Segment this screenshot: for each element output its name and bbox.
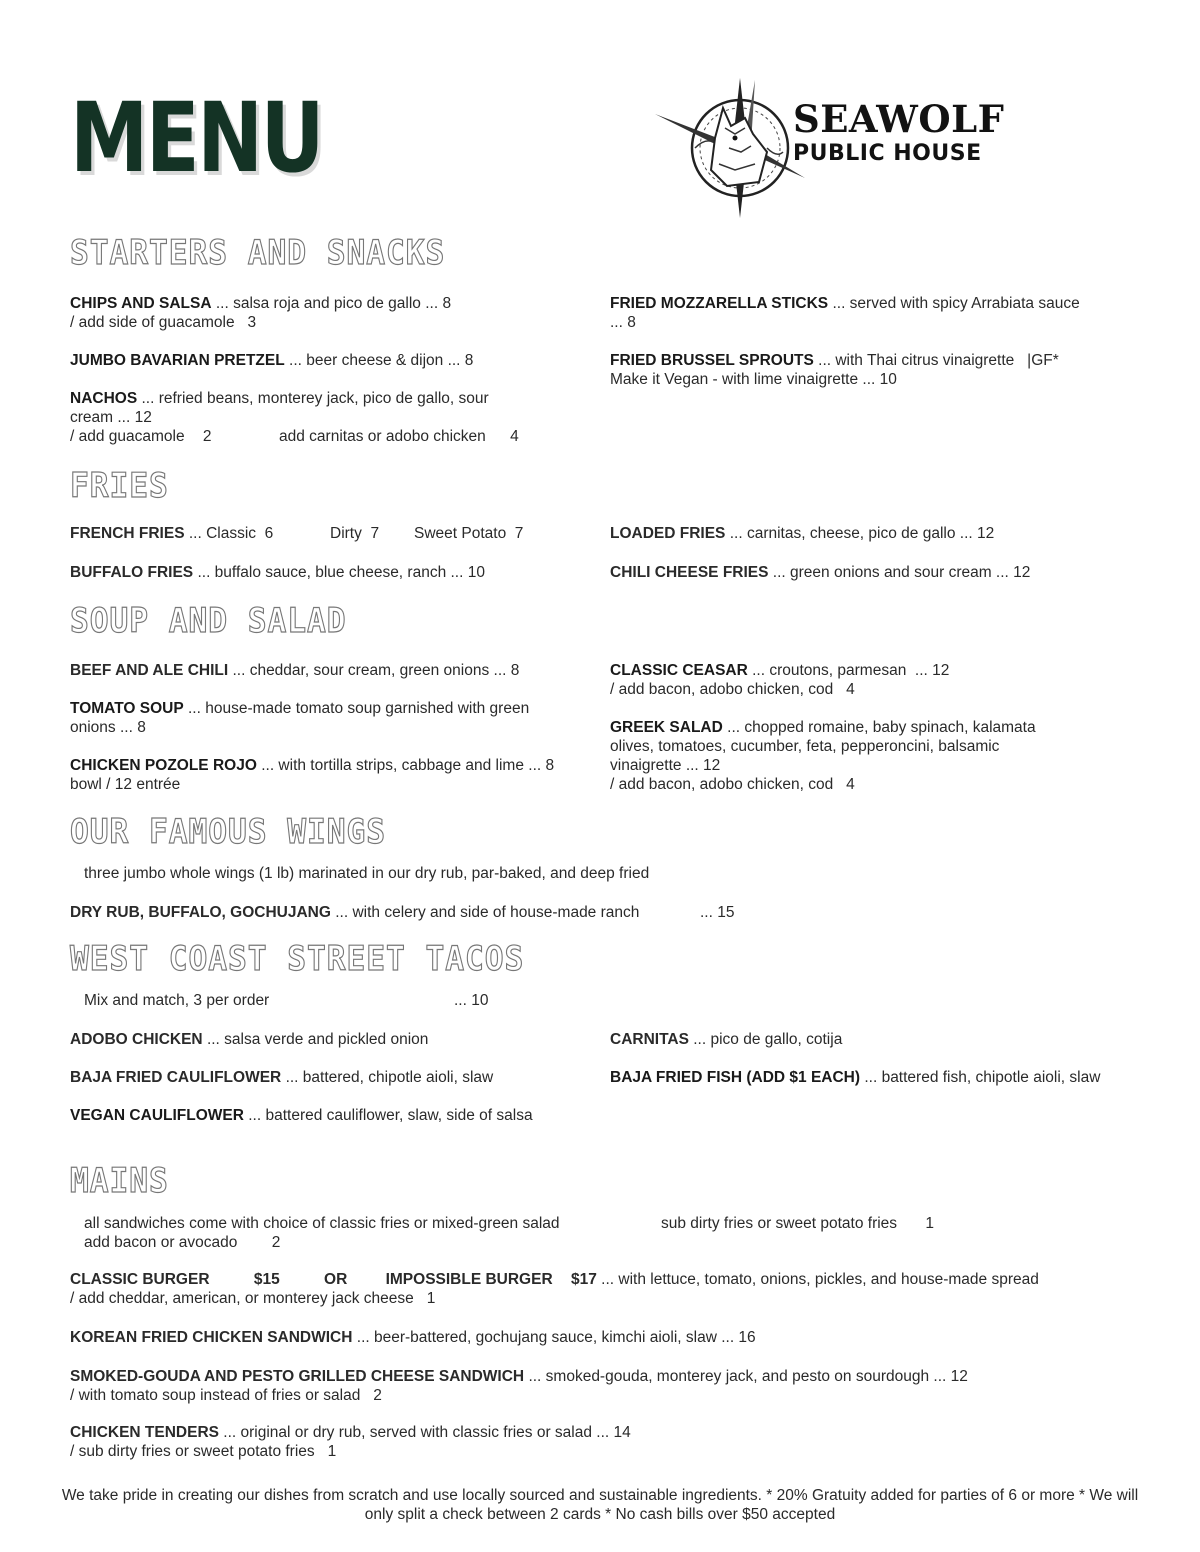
mains-note-sides: all sandwiches come with choice of classic fries or mixed-green salad xyxy=(84,1215,560,1232)
item-addon: / with tomato soup instead of fries or salad 2 xyxy=(70,1387,382,1404)
item-name: SMOKED-GOUDA AND PESTO GRILLED CHEESE SANDWICH xyxy=(70,1368,525,1385)
item-name: BAJA FRIED CAULIFLOWER xyxy=(70,1069,282,1086)
item-desc: ... buffalo sauce, blue cheese, ranch ... 10 xyxy=(197,564,485,581)
addon-label: / add guacamole xyxy=(70,428,185,445)
menu-item-grilled-cheese-sandwich xyxy=(70,1367,968,1405)
item-desc: ... salsa roja and pico de gallo ... 8 xyxy=(215,295,452,312)
addon-label: add carnitas or adobo chicken xyxy=(279,428,486,445)
item-name: FRENCH FRIES xyxy=(70,525,185,542)
item-name: GREEK SALAD xyxy=(610,719,723,736)
item-desc: ... served with spicy Arrabiata sauce ... 8 xyxy=(610,295,1080,331)
item-name: VEGAN CAULIFLOWER xyxy=(70,1107,244,1124)
wings-note: three jumbo whole wings (1 lb) marinated in our dry rub, par-baked, and deep fried xyxy=(84,865,650,882)
nachos-addon-protein xyxy=(279,427,519,446)
item-desc: ... smoked-gouda, monterey jack, and pesto on sourdough ... 12 xyxy=(528,1368,968,1385)
menu-item-nachos xyxy=(70,389,530,427)
menu-item-wings xyxy=(70,903,639,922)
item-name: TOMATO SOUP xyxy=(70,700,184,717)
item-desc: ... chopped romaine, baby spinach, kalamata olives, tomatoes, cucumber, feta, pepperoncini, balsamic vinaigrette ... 12 xyxy=(610,719,1036,774)
menu-item-chili-cheese-fries xyxy=(610,563,1030,582)
item-desc: ... house-made tomato soup garnished with green onions ... 8 xyxy=(70,700,530,736)
menu-item-chicken-tenders xyxy=(70,1423,631,1461)
item-name: NACHOS xyxy=(70,390,138,407)
page-title: MENU xyxy=(70,82,323,194)
menu-item-burgers xyxy=(70,1270,1039,1308)
addon-price: 4 xyxy=(510,428,519,445)
section-title-fries: FRIES xyxy=(70,466,169,506)
item-desc: ... beer-battered, gochujang sauce, kimchi aioli, slaw ... 16 xyxy=(356,1329,756,1346)
item-desc: ... salsa verde and pickled onion xyxy=(206,1031,429,1048)
menu-item-french-fries xyxy=(70,524,273,543)
menu-item-vegan-cauliflower xyxy=(70,1106,540,1125)
item-name: CHICKEN POZOLE ROJO xyxy=(70,757,257,774)
item-desc: ... with Thai citrus vinaigrette |GF* xyxy=(818,352,1059,369)
item-desc: ... pico de gallo, cotija xyxy=(693,1031,843,1048)
menu-item-buffalo-fries xyxy=(70,563,485,582)
item-desc: ... carnitas, cheese, pico de gallo ... 12 xyxy=(729,525,995,542)
note-price: 2 xyxy=(271,1234,281,1251)
item-desc: ... green onions and sour cream ... 12 xyxy=(772,564,1031,581)
item-name: BAJA FRIED FISH (ADD $1 EACH) xyxy=(610,1069,861,1086)
item-desc: ... battered fish, chipotle aioli, slaw xyxy=(864,1069,1101,1086)
menu-item-fried-mozzarella-sticks xyxy=(610,294,1080,332)
item-desc: ... original or dry rub, served with classic fries or salad ... 14 xyxy=(223,1424,631,1441)
tacos-note: Mix and match, 3 per order xyxy=(84,992,270,1009)
mains-note-sub xyxy=(661,1214,934,1233)
brand-name: SEAWOLF xyxy=(793,97,1005,141)
item-name: KOREAN FRIED CHICKEN SANDWICH xyxy=(70,1329,353,1346)
item-name: CHIPS AND SALSA xyxy=(70,295,212,312)
item-name: CLASSIC BURGER xyxy=(70,1271,210,1288)
menu-item-classic-ceasar xyxy=(610,661,1110,699)
item-desc: ... with tortilla strips, cabbage and lime ... 8 bowl / 12 entrée xyxy=(70,757,555,793)
item-name: CARNITAS xyxy=(610,1031,689,1048)
menu-item-fried-brussel-sprouts xyxy=(610,351,1110,389)
fries-option-sweet-potato: Sweet Potato 7 xyxy=(414,525,524,542)
item-addon: / add cheddar, american, or monterey jack cheese 1 xyxy=(70,1290,436,1307)
item-desc: ... cheddar, sour cream, green onions ... 8 xyxy=(232,662,520,679)
item-name-2: IMPOSSIBLE BURGER xyxy=(385,1271,553,1288)
brand-subtitle: PUBLIC HOUSE xyxy=(793,141,982,166)
nachos-addon-guacamole xyxy=(70,427,212,446)
item-desc: ... Classic 6 xyxy=(188,525,274,542)
menu-item-baja-fried-fish xyxy=(610,1068,1110,1087)
item-name: FRIED BRUSSEL SPROUTS xyxy=(610,352,814,369)
item-name: JUMBO BAVARIAN PRETZEL xyxy=(70,352,285,369)
menu-item-carnitas xyxy=(610,1030,842,1049)
item-name: CLASSIC CEASAR xyxy=(610,662,748,679)
item-name: BUFFALO FRIES xyxy=(70,564,194,581)
item-desc: ... battered cauliflower, slaw, side of salsa xyxy=(248,1107,533,1124)
item-name: ADOBO CHICKEN xyxy=(70,1031,203,1048)
item-addon: Make it Vegan - with lime vinaigrette ... 10 xyxy=(610,371,897,388)
menu-item-beef-and-ale-chili xyxy=(70,661,519,680)
menu-item-greek-salad xyxy=(610,718,1070,794)
item-addon: / add bacon, adobo chicken, cod 4 xyxy=(610,776,855,793)
addon-price: 2 xyxy=(202,428,212,445)
item-desc: ... battered, chipotle aioli, slaw xyxy=(285,1069,494,1086)
section-title-starters: STARTERS AND SNACKS xyxy=(70,233,446,273)
menu-item-tomato-soup xyxy=(70,699,530,737)
item-addon: / add side of guacamole 3 xyxy=(70,314,257,331)
item-addon: / add bacon, adobo chicken, cod 4 xyxy=(610,681,855,698)
item-desc: ... with celery and side of house-made ranch xyxy=(335,904,640,921)
menu-item-chips-and-salsa xyxy=(70,294,560,332)
item-price: $15 xyxy=(253,1271,280,1288)
section-title-soup-and-salad: SOUP AND SALAD xyxy=(70,601,347,641)
item-desc: ... refried beans, monterey jack, pico de gallo, sour cream ... 12 xyxy=(70,390,489,426)
item-desc: ... croutons, parmesan ... 12 xyxy=(752,662,950,679)
note-price: 1 xyxy=(925,1215,934,1232)
item-name: FRIED MOZZARELLA STICKS xyxy=(610,295,829,312)
menu-item-loaded-fries xyxy=(610,524,994,543)
item-desc: ... with lettuce, tomato, onions, pickles, and house-made spread xyxy=(601,1271,1039,1288)
menu-item-baja-fried-cauliflower xyxy=(70,1068,493,1087)
item-name: DRY RUB, BUFFALO, GOCHUJANG xyxy=(70,904,331,921)
item-name: BEEF AND ALE CHILI xyxy=(70,662,229,679)
tacos-price: ... 10 xyxy=(454,992,489,1009)
item-name: CHILI CHEESE FRIES xyxy=(610,564,769,581)
section-title-mains: MAINS xyxy=(70,1161,169,1201)
footer-note: We take pride in creating our dishes from scratch and use locally sourced and sustainable ingredients. * 20% Gratuity added for parties of 6 or more * We will only split a check between 2 cards * No cash bills over $50 accepted xyxy=(61,1487,1139,1523)
item-or: OR xyxy=(324,1271,348,1288)
note-label: sub dirty fries or sweet potato fries xyxy=(661,1215,898,1232)
item-addon: / sub dirty fries or sweet potato fries 1 xyxy=(70,1443,337,1460)
menu-item-jumbo-bavarian-pretzel xyxy=(70,351,560,370)
menu-item-korean-fried-chicken-sandwich xyxy=(70,1328,756,1347)
menu-item-adobo-chicken xyxy=(70,1030,428,1049)
note-label: add bacon or avocado xyxy=(84,1234,238,1251)
menu-item-chicken-pozole-rojo xyxy=(70,756,570,794)
section-title-wings: OUR FAMOUS WINGS xyxy=(70,812,387,852)
mains-note-addon xyxy=(84,1233,280,1252)
item-desc: ... beer cheese & dijon ... 8 xyxy=(289,352,474,369)
wings-price: ... 15 xyxy=(700,904,735,921)
item-name: CHICKEN TENDERS xyxy=(70,1424,219,1441)
item-price-2: $17 xyxy=(570,1271,597,1288)
section-title-tacos: WEST COAST STREET TACOS xyxy=(70,939,525,979)
item-name: LOADED FRIES xyxy=(610,525,726,542)
fries-option-dirty: Dirty 7 xyxy=(330,525,380,542)
